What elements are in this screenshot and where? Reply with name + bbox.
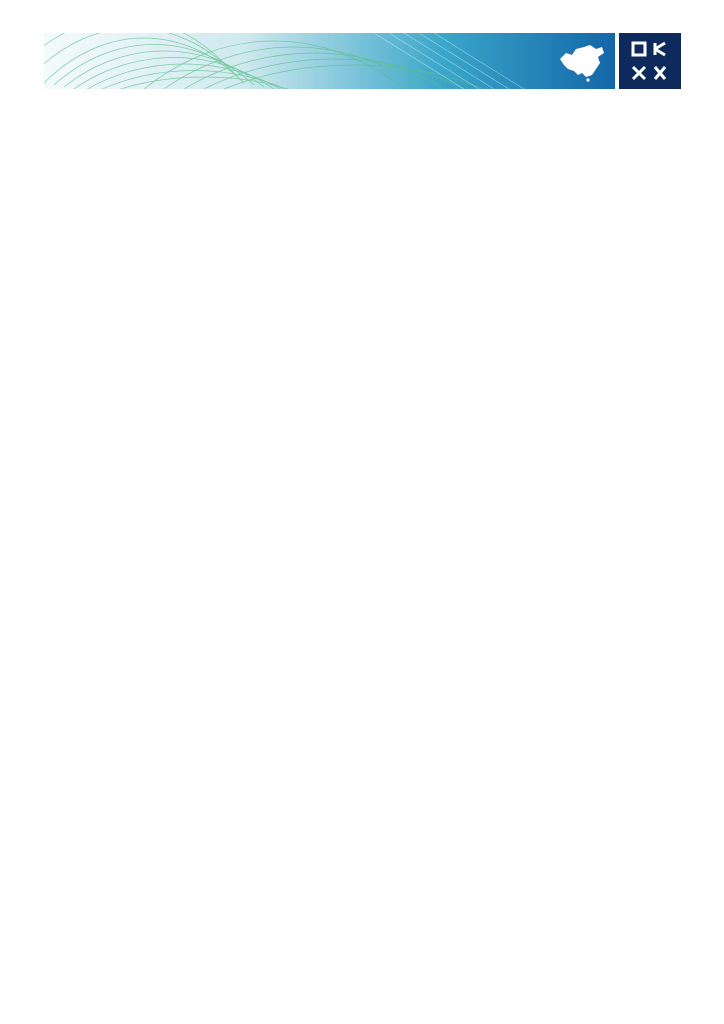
china-map-icon — [556, 43, 606, 83]
banner-graphic — [44, 33, 615, 89]
header-banner — [44, 33, 615, 89]
oxford-institute-logo-icon — [619, 33, 681, 89]
